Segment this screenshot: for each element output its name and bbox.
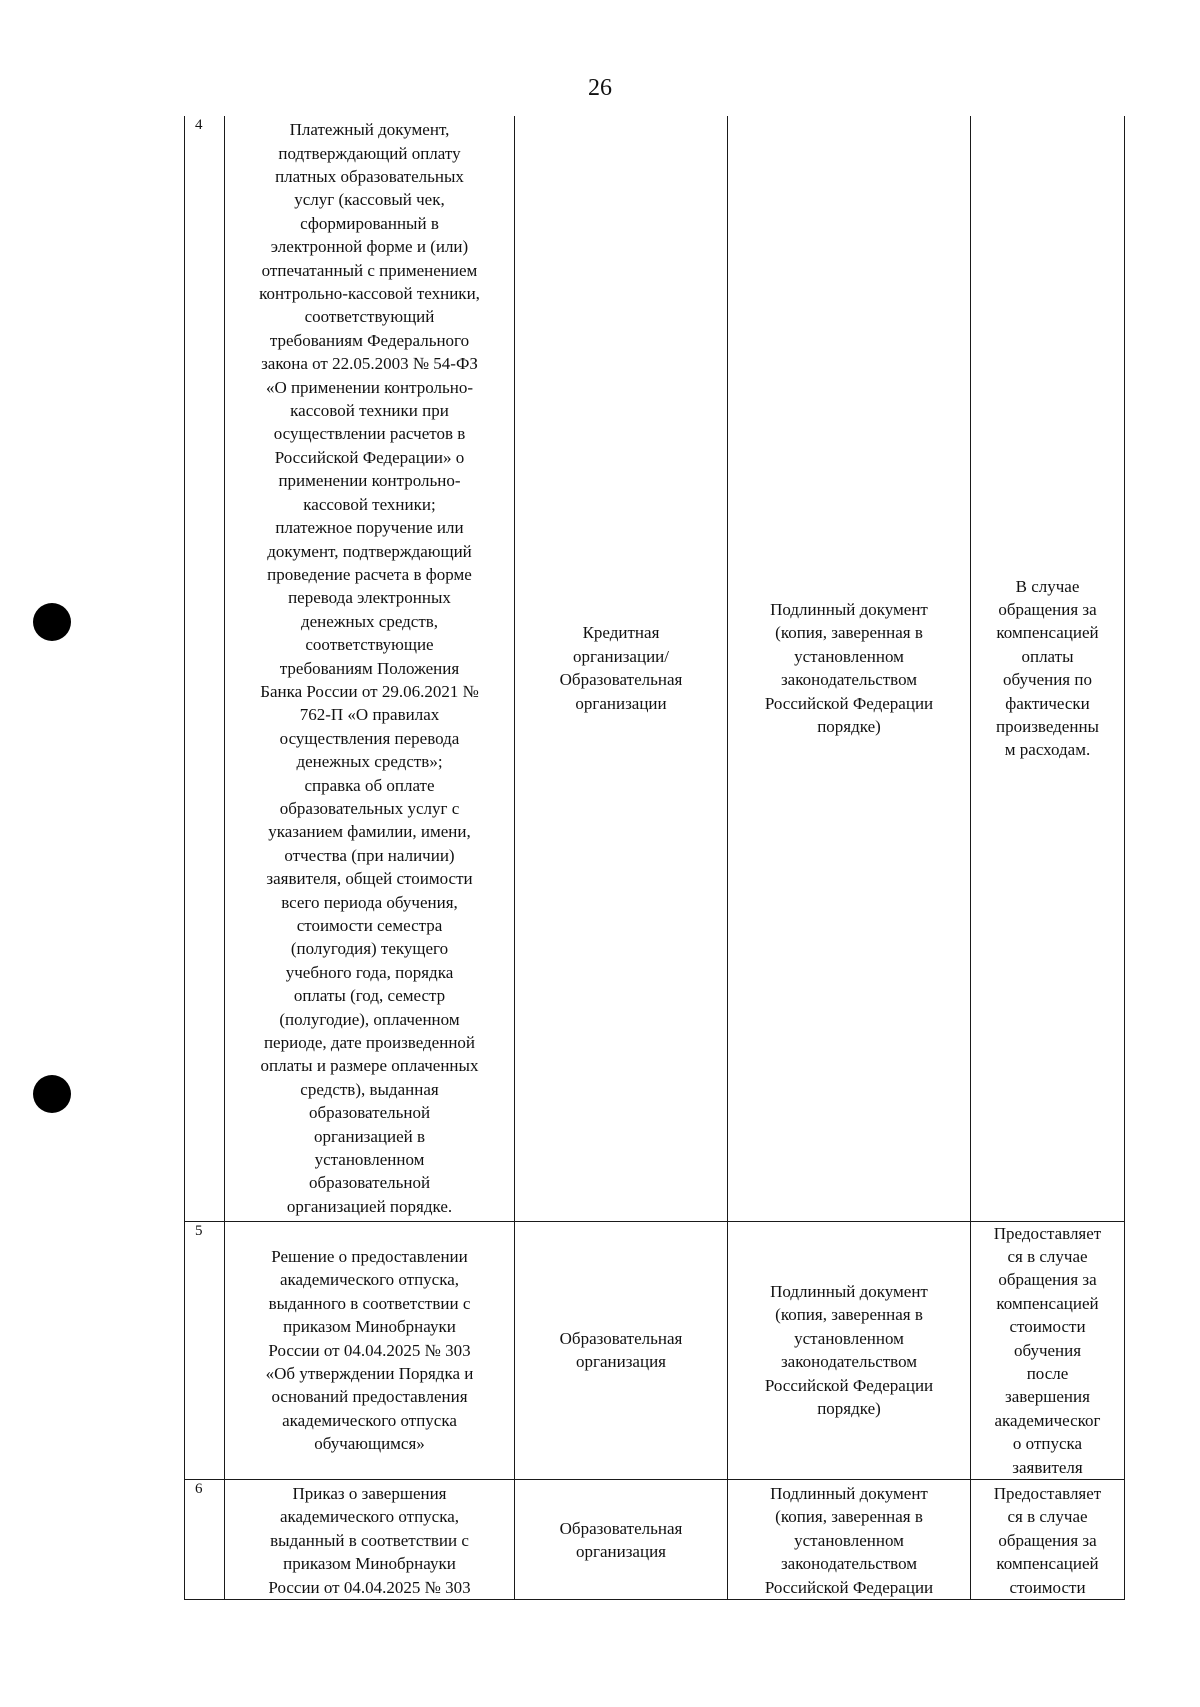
documents-table	[184, 116, 1125, 1600]
document-name-cell: Платежный документ, подтверждающий оплату платных образовательных услуг (кассовый чек, сформированный в электронной форме и (или) отпечатанный с применением контрольно-кассовой техники, соответствующий требованиям Федерального закона от 22.05.2003 № 54-ФЗ «О применении контрольно- кассовой техники при осуществлении расчетов в Российской Федерации» о применении контрольно- кассовой техники; платежное поручение или документ, подтверждающий проведение расчета в форме перевода электронных денежных средств, соответствующие требованиям Положения Банка России от 29.06.2021 № 762-П «О правилах осуществления перевода денежных средств»; справка об оплате образовательных услуг с указанием фамилии, имени, отчества (при наличии) заявителя, общей стоимости всего периода обучения, стоимости семестра (полугодия) текущего учебного года, порядка оплаты (год, семестр (полугодие), оплаченном периоде, дате произведенной оплаты и размере оплаченных средств), выданная образовательной организацией в установленном образовательной организацией порядке.	[225, 116, 515, 1221]
document-form-cell: Подлинный документ (копия, заверенная в установленном законодательством Российской Федерации порядке)	[728, 116, 971, 1221]
table-row	[185, 116, 1125, 1221]
table-row	[185, 1221, 1125, 1479]
document-form-cell: Подлинный документ (копия, заверенная в установленном законодательством Российской Федерации	[728, 1479, 971, 1599]
note-cell: В случае обращения за компенсацией оплаты обучения по фактически произведенны м расходам.	[971, 116, 1125, 1221]
row-number: 5	[185, 1221, 225, 1479]
document-name-cell: Решение о предоставлении академического отпуска, выданного в соответствии с приказом Минобрнауки России от 04.04.2025 № 303 «Об утверждении Порядка и оснований предоставления академического отпуска обучающимся»	[225, 1221, 515, 1479]
punch-hole	[33, 1075, 71, 1113]
page-number: 26	[588, 75, 612, 101]
document-form-cell: Подлинный документ (копия, заверенная в установленном законодательством Российской Федерации порядке)	[728, 1221, 971, 1479]
row-number: 4	[185, 116, 225, 1221]
issuer-cell: Образовательная организация	[515, 1479, 728, 1599]
note-cell: Предоставляет ся в случае обращения за компенсацией стоимости	[971, 1479, 1125, 1599]
issuer-cell: Образовательная организация	[515, 1221, 728, 1479]
table-row	[185, 1479, 1125, 1599]
issuer-cell: Кредитная организации/ Образовательная организации	[515, 116, 728, 1221]
punch-hole	[33, 603, 71, 641]
row-number: 6	[185, 1479, 225, 1599]
note-cell: Предоставляет ся в случае обращения за компенсацией стоимости обучения после завершения академическог о отпуска заявителя	[971, 1221, 1125, 1479]
document-name-cell: Приказ о завершения академического отпуска, выданный в соответствии с приказом Минобрнауки России от 04.04.2025 № 303	[225, 1479, 515, 1599]
